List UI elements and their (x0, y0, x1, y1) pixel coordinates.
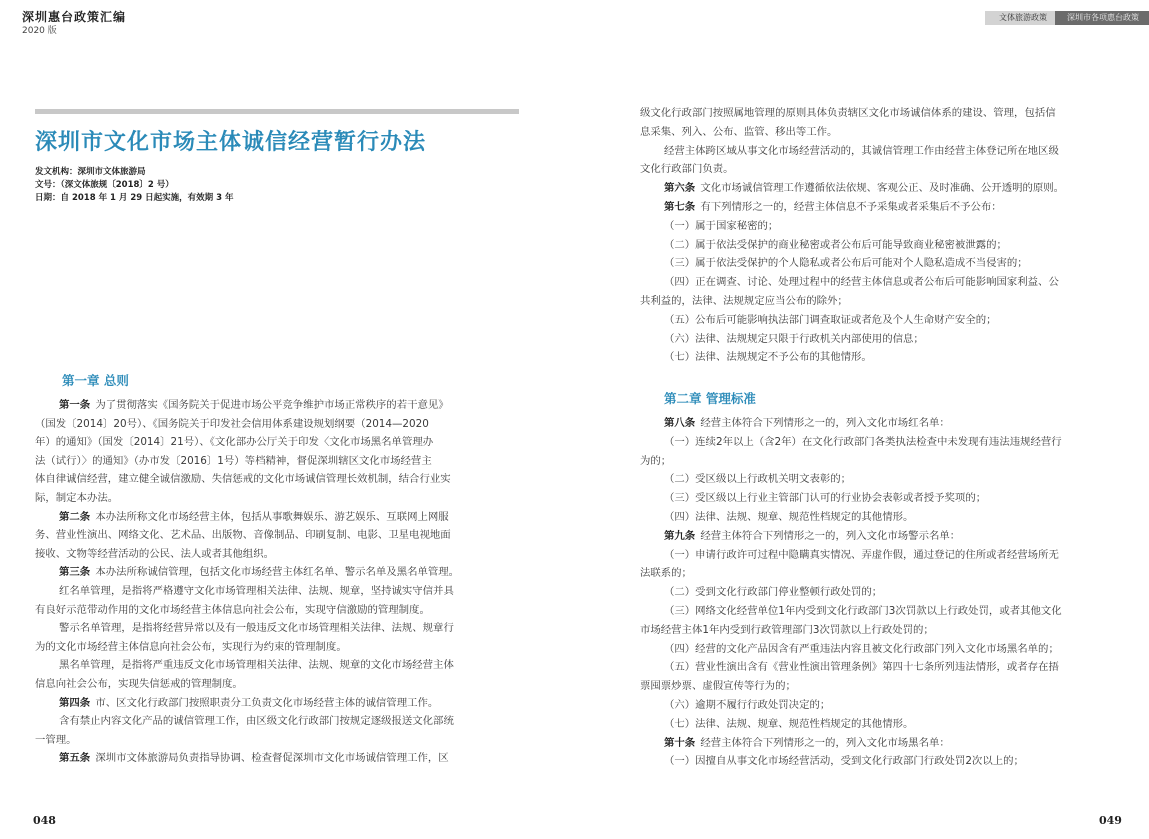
text-line (640, 123, 1130, 142)
article-number: 第四条 (59, 696, 91, 709)
line-text: 经营主体符合下列情形之一的，列入文化市场警示名单： (700, 529, 961, 542)
line-text: 法（试行）〉的通知》（办市发〔2016〕1号）等档精神，督促深圳辖区文化市场经营主 (35, 454, 432, 467)
line-text: （七）法律、法规、规章、规范性档规定的其他情形。 (664, 717, 914, 730)
tab-culture-tourism[interactable]: 文体旅游政策 (985, 11, 1055, 25)
text-line (640, 311, 1130, 330)
text-line (640, 452, 1130, 471)
text-line (640, 640, 1130, 659)
line-text: 经营主体跨区域从事文化市场经营活动的，其诚信管理工作由经营主体登记所在地区级 (664, 144, 1059, 157)
line-text: 共利益的，法律、法规规定应当公布的除外； (640, 294, 848, 307)
text-line (640, 715, 1130, 734)
left-column (35, 396, 521, 768)
line-text: （六）逾期不履行行政处罚决定的； (664, 698, 831, 711)
text-line (640, 236, 1130, 255)
article-number: 第一条 (59, 399, 91, 411)
text-line (640, 602, 1130, 621)
text-line (35, 619, 521, 638)
text-line (640, 104, 1130, 123)
text-line (35, 582, 521, 601)
line-text: （三）受区级以上行业主管部门认可的行业协会表彰或者授予奖项的； (664, 492, 987, 505)
article-number: 第七条 (664, 200, 696, 213)
line-text: 深圳市文体旅游局负责指导协调、检查督促深圳市文化市场诚信管理工作，区 (95, 752, 449, 765)
text-line (640, 658, 1130, 677)
text-line (640, 470, 1130, 489)
line-text: 黑名单管理，是指将严重违反文化市场管理相关法律、法规、规章的文化市场经营主体 (59, 659, 454, 672)
text-line (35, 601, 521, 620)
document-title: 深圳市文化市场主体诚信经营暂行办法 (35, 130, 427, 155)
issuer-line: 发文机构：深圳市文体旅游局 (35, 167, 146, 177)
line-text: （四）正在调查、讨论、处理过程中的经营主体信息或者公布后可能影响国家利益、公 (664, 276, 1059, 289)
line-text: 经营主体符合下列情形之一的，列入文化市场红名单： (700, 417, 950, 429)
text-line (640, 621, 1130, 640)
text-line (35, 415, 521, 434)
line-text: 际，制定本办法。 (35, 491, 119, 504)
text-line (35, 749, 521, 768)
line-text: 本办法所称文化市场经营主体，包括从事歌舞娱乐、游艺娱乐、互联网上网服 (95, 510, 449, 523)
line-text: （五）公布后可能影响执法部门调查取证或者危及个人生命财产安全的； (664, 313, 997, 326)
text-line (640, 752, 1130, 771)
line-text: （一）申请行政许可过程中隐瞒真实情况、弄虚作假，通过登记的住所或者经营场所无 (664, 548, 1059, 561)
text-line (640, 217, 1130, 236)
article-number: 第三条 (59, 566, 91, 579)
text-line (640, 583, 1130, 602)
line-text: （二）受区级以上行政机关明文表彰的； (664, 473, 852, 486)
text-line (35, 452, 521, 471)
text-line (640, 273, 1130, 292)
line-text: 有良好示范带动作用的文化市场经营主体信息向社会公布，实现守信激励的管理制度。 (35, 603, 430, 616)
page-number-left: 048 (33, 814, 56, 827)
article-number: 第五条 (59, 752, 91, 765)
line-text: （六）法律、法规规定只限于行政机关内部使用的信息； (664, 332, 924, 345)
line-text: 经营主体符合下列情形之一的，列入文化市场黑名单： (700, 736, 950, 749)
line-text: （四）法律、法规、规章、规范性档规定的其他情形。 (664, 510, 914, 523)
line-text: 含有禁止内容文化产品的诚信管理工作，由区级文化行政部门按规定逐级报送文化部统 (59, 715, 454, 728)
line-text: 本办法所称诚信管理，包括文化市场经营主体红名单、警示名单及黑名单管理。 (95, 566, 460, 579)
line-text: 法联系的； (640, 567, 692, 580)
text-line (640, 179, 1130, 198)
line-text: （四）经营的文化产品因含有严重违法内容且被文化行政部门列入文化市场黑名单的； (664, 642, 1059, 655)
text-line (35, 470, 521, 489)
text-line (640, 414, 1130, 433)
article-number: 第六条 (664, 182, 696, 195)
right-column-top (640, 104, 1130, 367)
chapter-heading: 第一章 总则 (62, 373, 129, 388)
text-line (35, 656, 521, 675)
section-tabs (985, 11, 1149, 25)
line-text: （七）法律、法规规定不予公布的其他情形。 (664, 351, 872, 364)
text-line (640, 348, 1130, 367)
line-text: 为的； (640, 454, 672, 467)
line-text: 有下列情形之一的，经营主体信息不予采集或者采集后不予公布： (700, 200, 1002, 213)
line-text: 体自律诚信经营，建立健全诚信激励、失信惩戒的文化市场诚信管理长效机制，结合行业实 (35, 473, 451, 486)
line-text: 一管理。 (35, 733, 77, 746)
text-line (640, 677, 1130, 696)
page-number-right: 049 (1099, 814, 1122, 827)
text-line (640, 489, 1130, 508)
line-text: 年）的通知》（国发〔2014〕21号）、《文化部办公厅关于印发〈文化市场黑名单管理办 (35, 436, 434, 449)
line-text: 级文化行政部门按照属地管理的原则具体负责辖区文化市场诚信体系的建设、管理，包括信 (640, 107, 1056, 119)
line-text: （三）网络文化经营单位1年内受到文化行政部门3次罚款以上行政处罚，或者其他文化 (664, 604, 1062, 617)
line-text: （一）连续2年以上（含2年）在文化行政部门各类执法检查中未发现有违法违规经营行 (664, 435, 1062, 448)
text-line (35, 675, 521, 694)
text-line (640, 292, 1130, 311)
line-text: 接收、文物等经营活动的公民、法人或者其他组织。 (35, 547, 274, 560)
edition-label: 2020 版 (22, 26, 57, 36)
line-text: （三）属于依法受保护的个人隐私或者公布后可能对个人隐私造成不当侵害的； (664, 257, 1028, 270)
article-number: 第九条 (664, 529, 696, 542)
line-text: 为的文化市场经营主体信息向社会公布，实现行为约束的管理制度。 (35, 640, 347, 653)
line-text: 文化行政部门负责。 (640, 163, 734, 176)
tab-shenzhen-policies[interactable]: 深圳市各项惠台政策 (1055, 11, 1149, 25)
line-text: 红名单管理，是指将严格遵守文化市场管理相关法律、法规、规章，坚持诚实守信并具 (59, 584, 454, 597)
text-line (640, 433, 1130, 452)
right-column-bottom (640, 414, 1130, 771)
text-line (640, 734, 1130, 753)
article-number: 第二条 (59, 510, 91, 523)
text-line (35, 545, 521, 564)
line-text: （国发〔2014〕20号）、《国务院关于印发社会信用体系建设规划纲要（2014—2020 (35, 417, 429, 430)
text-line (35, 638, 521, 657)
line-text: 市、区文化行政部门按照职责分工负责文化市场经营主体的诚信管理工作。 (95, 696, 439, 709)
line-text: 务、营业性演出、网络文化、艺术品、出版物、音像制品、印刷复制、电影、卫星电视地面 (35, 529, 451, 542)
line-text: 文化市场诚信管理工作遵循依法依规、客观公正、及时准确、公开透明的原则。 (700, 182, 1065, 195)
text-line (640, 160, 1130, 179)
line-text: 票囤票炒票、虚假宣传等行为的； (640, 680, 796, 693)
article-number: 第八条 (664, 417, 696, 429)
text-line (35, 526, 521, 545)
line-text: 信息向社会公布，实现失信惩戒的管理制度。 (35, 677, 243, 690)
doc-number-line: 文号：（深文体旅规〔2018〕2 号） (35, 180, 174, 190)
line-text: （一）属于国家秘密的； (664, 219, 779, 232)
book-title: 深圳惠台政策汇编 (22, 10, 127, 24)
text-line (35, 563, 521, 582)
line-text: （二）属于依法受保护的商业秘密或者公布后可能导致商业秘密被泄露的； (664, 238, 1007, 251)
text-line (35, 433, 521, 452)
line-text: 市场经营主体1年内受到行政管理部门3次罚款以上行政处罚的； (640, 623, 934, 636)
title-rule (35, 109, 519, 114)
text-line (640, 142, 1130, 161)
text-line (640, 508, 1130, 527)
text-line (35, 731, 521, 750)
text-line (35, 694, 521, 713)
line-text: 为了贯彻落实《国务院关于促进市场公平竞争维护市场正常秩序的若干意见》 (95, 399, 449, 411)
date-line: 日期：自 2018 年 1 月 29 日起实施，有效期 3 年 (35, 193, 234, 203)
text-line (35, 712, 521, 731)
text-line (640, 330, 1130, 349)
text-line (640, 254, 1130, 273)
text-line (640, 564, 1130, 583)
text-line (35, 508, 521, 527)
text-line (640, 546, 1130, 565)
line-text: （一）因擅自从事文化市场经营活动，受到文化行政部门行政处罚2次以上的； (664, 755, 1024, 768)
text-line (35, 396, 521, 415)
chapter-heading: 第二章 管理标准 (664, 391, 756, 406)
text-line (640, 198, 1130, 217)
line-text: （五）营业性演出含有《营业性演出管理条例》第四十七条所列违法情形，或者存在捂 (664, 661, 1059, 674)
line-text: 息采集、列入、公布、监管、移出等工作。 (640, 125, 838, 138)
article-number: 第十条 (664, 736, 696, 749)
text-line (640, 696, 1130, 715)
line-text: 警示名单管理，是指将经营异常以及有一般违反文化市场管理相关法律、法规、规章行 (59, 622, 454, 635)
line-text: （二）受到文化行政部门停业整顿行政处罚的； (664, 586, 883, 599)
text-line (35, 489, 521, 508)
text-line (640, 527, 1130, 546)
